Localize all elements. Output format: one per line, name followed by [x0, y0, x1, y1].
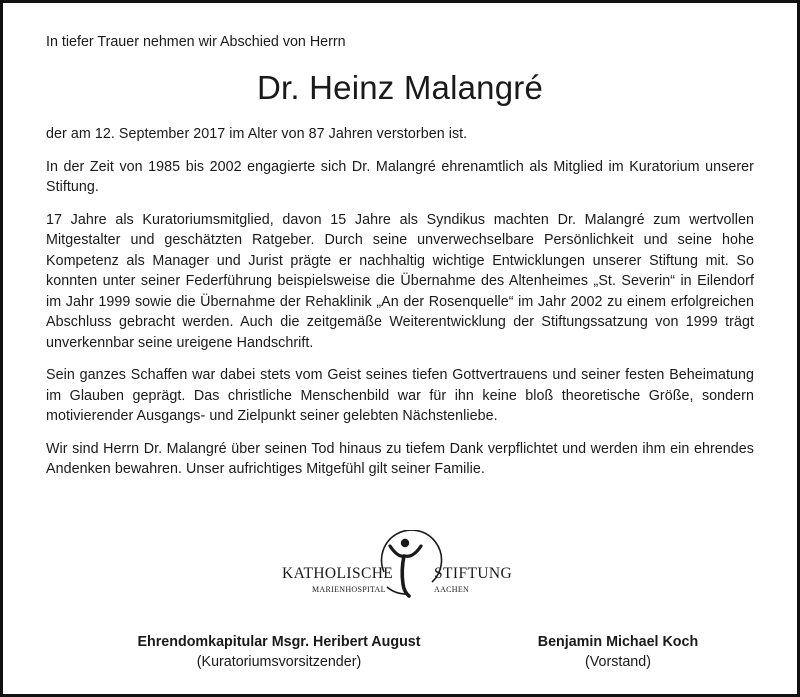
emblem-body [402, 556, 409, 596]
signer-board [518, 633, 718, 672]
signer-name: Ehrendomkapitular Msgr. Heribert August [137, 634, 421, 650]
paragraph-gratitude: Wir sind Herrn Dr. Malangré über seinen Tod hinaus zu tiefem Dank verpflichtet und werden ihm ein ehrendes Andenken bewahren. Unser aufrichtiges Mitgefühl gilt seiner Familie. [46, 440, 754, 477]
logo-subtitle-right: AACHEN [434, 585, 470, 594]
emblem-arms [390, 546, 421, 556]
logo-word-left: KATHOLISCHE [282, 565, 394, 582]
logo-word-right: STIFTUNG [434, 565, 513, 582]
signer-chairman [100, 633, 458, 672]
emblem-head [401, 539, 409, 547]
signer-role: (Kuratoriumsvorsitzender) [196, 654, 362, 670]
paragraph-faith: Sein ganzes Schaffen war dabei stets vom Geist seines tiefen Gottvertrauens und seiner festen Beheimatung im Glauben geprägt. Das christliche Menschenbild war für ihn keine bloß theoretische Größe, sondern motivierender Ausgangs- und Zielpunkt seiner gelebten Nächstenliebe. [46, 367, 754, 424]
paragraph-membership: In der Zeit von 1985 bis 2002 engagierte sich Dr. Malangré ehrenamtlich als Mitglied im Kuratorium unserer Stiftung. [46, 158, 754, 195]
paragraph-death-date: der am 12. September 2017 im Alter von 87 Jahren verstorben ist. [46, 126, 468, 142]
signer-name: Benjamin Michael Koch [537, 634, 699, 650]
foundation-logo [282, 530, 518, 606]
notice-body [46, 32, 754, 480]
paragraph-achievements: 17 Jahre als Kuratoriumsmitglied, davon 15 Jahre als Syndikus machten Dr. Malangré zum wertvollen Mitgestalter und geschätzten Ratgeber. Durch seine unverwechselbare Persönlichkeit und seine hohe Kompetenz als Manager und Jurist prägte er nachhaltig wichtige Entwicklungen unserer Stiftung mit. So konnten unter seiner Federführung beispielsweise die Übernahme des Altenheimes „St. Severin“ in Eilendorf im Jahr 1999 sowie die Übernahme der Rehaklinik „An der Rosenquelle“ im Jahr 2002 zu einem erfolgreichen Abschluss gebracht werden. Auch die zeitgemäße Weiterentwicklung der Stiftungssatzung von 1999 trägt unverkennbar seine ureigene Handschrift. [46, 211, 754, 351]
deceased-name: Dr. Heinz Malangré [256, 69, 544, 106]
intro-line: In tiefer Trauer nehmen wir Abschied von Herrn [46, 34, 346, 50]
logo-subtitle-left: MARIENHOSPITAL [312, 585, 386, 594]
signer-role: (Vorstand) [585, 654, 651, 670]
